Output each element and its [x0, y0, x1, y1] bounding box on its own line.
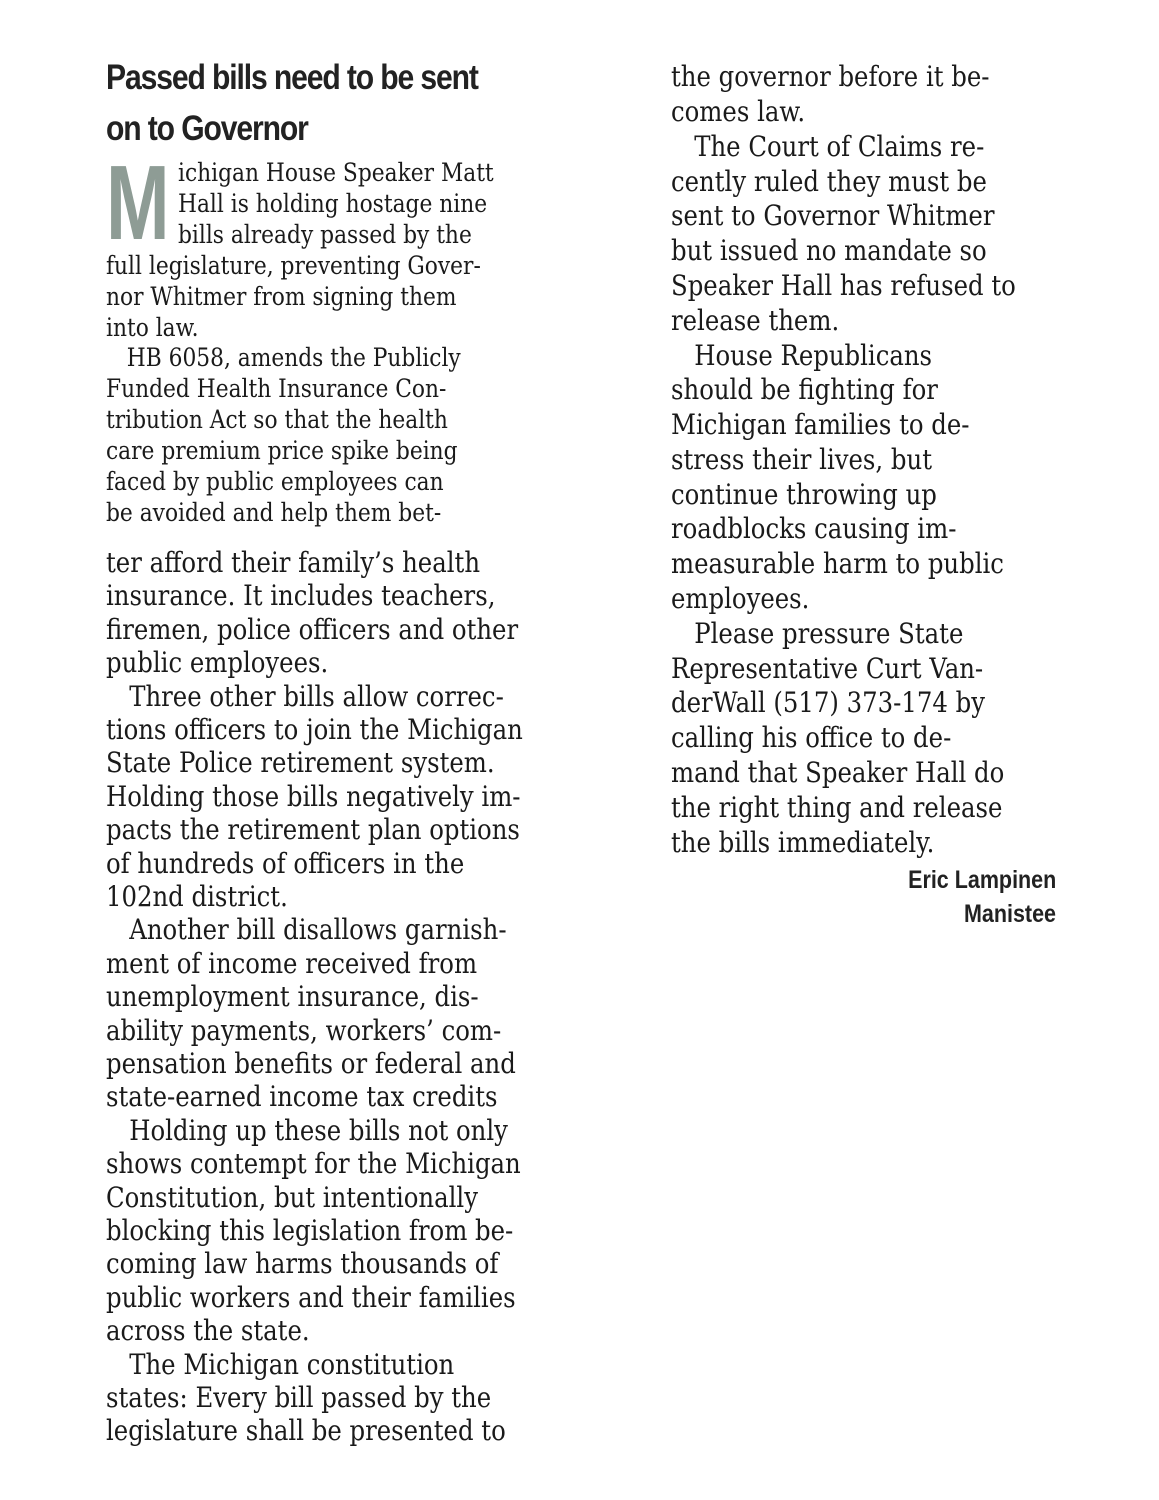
text-line: Constitution, but intentionally — [106, 1181, 478, 1214]
text-line: House Republicans — [671, 339, 933, 372]
signature-name: Eric Lampinen — [907, 866, 1056, 894]
text-line: the governor before it be- — [671, 60, 990, 93]
text-line: Holding those bills negatively im- — [106, 780, 521, 813]
text-line: Representative Curt Van- — [671, 652, 984, 685]
text-line: Three other bills allow correc- — [106, 680, 504, 713]
text-line: Please pressure State — [671, 617, 964, 650]
text-line: firemen, police officers and other — [106, 613, 519, 646]
text-line: employees. — [671, 582, 810, 615]
text-line: stress their lives, but — [671, 443, 932, 476]
signature-location: Manistee — [963, 900, 1056, 928]
text-line: pacts the retirement plan options — [106, 813, 520, 846]
text-line: coming law harms thousands of — [106, 1247, 499, 1280]
text-line: faced by public employees can — [106, 467, 444, 496]
text-line: continue throwing up — [671, 478, 937, 511]
text-line: the right thing and release — [671, 791, 1003, 824]
text-line: the bills immediately. — [671, 826, 935, 859]
text-line: tions officers to join the Michigan — [106, 713, 523, 746]
text-line: but issued no mandate so — [671, 234, 987, 267]
text-line: be avoided and help them bet- — [106, 498, 442, 527]
text-line: should be fighting for — [671, 373, 938, 406]
text-line: insurance. It includes teachers, — [106, 579, 496, 612]
headline-line-1: Passed bills need to be sent — [106, 58, 478, 97]
text-line: measurable harm to public — [671, 547, 1004, 580]
text-line: cently ruled they must be — [671, 165, 987, 198]
text-line: tribution Act so that the health — [106, 405, 448, 434]
text-line: across the state. — [106, 1314, 310, 1347]
text-line: sent to Governor Whitmer — [671, 199, 995, 232]
text-line: derWall (517) 373-174 by — [671, 686, 986, 719]
text-line: state-earned income tax credits — [106, 1080, 498, 1113]
text-line: ichigan House Speaker Matt — [178, 158, 494, 187]
text-line: pensation benefits or federal and — [106, 1047, 516, 1080]
text-line: blocking this legislation from be- — [106, 1214, 514, 1247]
text-line: full legislature, preventing Gover- — [106, 251, 481, 280]
text-line: The Michigan constitution — [106, 1348, 455, 1381]
text-line: into law. — [106, 313, 199, 342]
text-line: Another bill disallows garnish- — [106, 913, 507, 946]
headline — [106, 52, 510, 154]
text-line: release them. — [671, 304, 840, 337]
text-line: public employees. — [106, 646, 329, 679]
text-line: bills already passed by the — [178, 220, 472, 249]
text-line: roadblocks causing im- — [671, 512, 957, 545]
drop-cap: M — [106, 144, 170, 262]
text-line: 102nd district. — [106, 880, 288, 913]
text-line: comes law. — [671, 95, 806, 128]
text-line: of hundreds of officers in the — [106, 847, 465, 880]
text-line: Michigan families to de- — [671, 408, 970, 441]
text-line: Holding up these bills not only — [106, 1114, 508, 1147]
headline-line-2: on to Governor — [106, 109, 308, 148]
text-line: nor Whitmer from signing them — [106, 282, 457, 311]
text-line: care premium price spike being — [106, 436, 458, 465]
text-line: State Police retirement system. — [106, 746, 495, 779]
text-line: mand that Speaker Hall do — [671, 756, 1005, 789]
text-line: unemployment insurance, dis- — [106, 980, 479, 1013]
text-line: HB 6058, amends the Publicly — [106, 343, 461, 372]
text-line: ability payments, workers’ com- — [106, 1014, 502, 1047]
text-line: shows contempt for the Michigan — [106, 1147, 521, 1180]
text-line: public workers and their families — [106, 1281, 516, 1314]
text-line: calling his office to de- — [671, 721, 952, 754]
text-line: Hall is holding hostage nine — [178, 189, 488, 218]
text-line: ment of income received from — [106, 947, 478, 980]
text-line: ter afford their family’s health — [106, 546, 481, 579]
text-line: Speaker Hall has refused to — [671, 269, 1016, 302]
text-line: The Court of Claims re- — [671, 130, 985, 163]
text-line: states: Every bill passed by the — [106, 1381, 492, 1414]
text-line: Funded Health Insurance Con- — [106, 374, 447, 403]
text-line: legislature shall be presented to — [106, 1414, 506, 1447]
